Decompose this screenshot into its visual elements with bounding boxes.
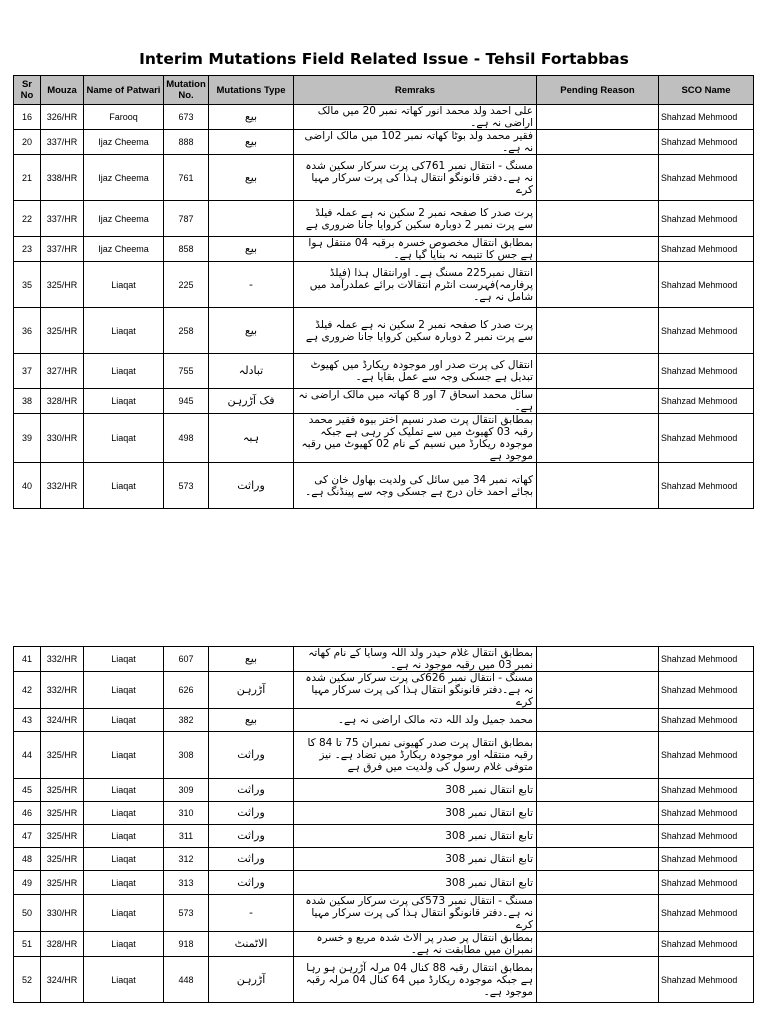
sco-name-cell: Shahzad Mehmood xyxy=(659,354,754,389)
sr-cell: 49 xyxy=(14,871,41,895)
mouza-cell: 325/HR xyxy=(41,308,84,354)
sr-cell: 21 xyxy=(14,155,41,201)
patwari-cell: Liaqat xyxy=(84,389,164,414)
mouza-cell: 325/HR xyxy=(41,848,84,871)
mutations-table-bottom xyxy=(13,646,754,1003)
remarks-cell: پرت صدر کا صفحہ نمبر 2 سکین نہ ہے عملہ فیلڈ سے پرت نمبر 2 دوبارہ سکین کروایا جانا ضروری ہے xyxy=(294,201,537,237)
pending-reason-cell xyxy=(537,130,659,155)
patwari-cell: Ijaz Cheema xyxy=(84,130,164,155)
mouza-cell: 325/HR xyxy=(41,779,84,802)
sr-cell: 20 xyxy=(14,130,41,155)
header-patwari: Name of Patwari xyxy=(84,76,164,105)
remarks-cell: تابع انتقال نمبر 308 xyxy=(294,871,537,895)
sco-name-cell: Shahzad Mehmood xyxy=(659,155,754,201)
mouza-cell: 325/HR xyxy=(41,732,84,779)
pending-reason-cell xyxy=(537,672,659,709)
mutation-no-cell: 258 xyxy=(164,308,209,354)
mouza-cell: 325/HR xyxy=(41,262,84,308)
pending-reason-cell xyxy=(537,802,659,825)
remarks-cell: تابع انتقال نمبر 308 xyxy=(294,848,537,871)
mutation-type-cell: وراثت xyxy=(209,732,294,779)
mutation-no-cell: 787 xyxy=(164,201,209,237)
mutation-type-cell: وراثت xyxy=(209,848,294,871)
mutation-type-cell: وراثت xyxy=(209,871,294,895)
pending-reason-cell xyxy=(537,895,659,932)
patwari-cell: Liaqat xyxy=(84,709,164,732)
sco-name-cell: Shahzad Mehmood xyxy=(659,389,754,414)
remarks-cell: سائل محمد اسحاق 7 اور 8 کھاتہ میں مالک اراضی نہ ہے۔ xyxy=(294,389,537,414)
pending-reason-cell xyxy=(537,463,659,509)
mutation-type-cell: تبادلہ xyxy=(209,354,294,389)
patwari-cell: Ijaz Cheema xyxy=(84,201,164,237)
remarks-cell: مسنگ - انتقال نمبر 761کی پرت سرکار سکین شدہ نہ ہے۔دفتر قانونگو انتقال ہذا کی پرت سرکار مہیا کرے xyxy=(294,155,537,201)
table-row xyxy=(14,957,754,1003)
sco-name-cell: Shahzad Mehmood xyxy=(659,825,754,848)
patwari-cell: Liaqat xyxy=(84,895,164,932)
sco-name-cell: Shahzad Mehmood xyxy=(659,779,754,802)
sr-cell: 52 xyxy=(14,957,41,1003)
patwari-cell: Liaqat xyxy=(84,262,164,308)
pending-reason-cell xyxy=(537,647,659,672)
table-row xyxy=(14,871,754,895)
patwari-cell: Liaqat xyxy=(84,463,164,509)
mutation-no-cell: 573 xyxy=(164,463,209,509)
sco-name-cell: Shahzad Mehmood xyxy=(659,201,754,237)
table-row xyxy=(14,848,754,871)
mutation-no-cell: 311 xyxy=(164,825,209,848)
pending-reason-cell xyxy=(537,389,659,414)
pending-reason-cell xyxy=(537,354,659,389)
mouza-cell: 332/HR xyxy=(41,647,84,672)
sco-name-cell: Shahzad Mehmood xyxy=(659,463,754,509)
sr-cell: 23 xyxy=(14,237,41,262)
patwari-cell: Liaqat xyxy=(84,871,164,895)
sco-name-cell: Shahzad Mehmood xyxy=(659,802,754,825)
mutation-no-cell: 573 xyxy=(164,895,209,932)
pending-reason-cell xyxy=(537,825,659,848)
table-row xyxy=(14,779,754,802)
table-row xyxy=(14,105,754,130)
patwari-cell: Liaqat xyxy=(84,732,164,779)
remarks-cell: مسنگ - انتقال نمبر 573کی پرت سرکار سکین شدہ نہ ہے۔دفتر قانونگو انتقال ہذا کی پرت سرکار مہیا کرے xyxy=(294,895,537,932)
patwari-cell: Liaqat xyxy=(84,647,164,672)
remarks-cell: تابع انتقال نمبر 308 xyxy=(294,779,537,802)
sr-cell: 22 xyxy=(14,201,41,237)
mouza-cell: 326/HR xyxy=(41,105,84,130)
remarks-cell: پرت صدر کا صفحہ نمبر 2 سکین نہ ہے عملہ فیلڈ سے پرت نمبر 2 دوبارہ سکین کروایا جانا ضروری ہے xyxy=(294,308,537,354)
patwari-cell: Farooq xyxy=(84,105,164,130)
header-mutation-no: Mutation No. xyxy=(164,76,209,105)
sco-name-cell: Shahzad Mehmood xyxy=(659,647,754,672)
mouza-cell: 328/HR xyxy=(41,932,84,957)
table-row xyxy=(14,732,754,779)
sco-name-cell: Shahzad Mehmood xyxy=(659,932,754,957)
header-row xyxy=(14,76,754,105)
pending-reason-cell xyxy=(537,237,659,262)
mutation-no-cell: 607 xyxy=(164,647,209,672)
patwari-cell: Liaqat xyxy=(84,308,164,354)
table-row xyxy=(14,709,754,732)
sco-name-cell: Shahzad Mehmood xyxy=(659,848,754,871)
sco-name-cell: Shahzad Mehmood xyxy=(659,262,754,308)
mouza-cell: 324/HR xyxy=(41,709,84,732)
pending-reason-cell xyxy=(537,262,659,308)
sco-name-cell: Shahzad Mehmood xyxy=(659,130,754,155)
header-mouza: Mouza xyxy=(41,76,84,105)
page-title: Interim Mutations Field Related Issue - Tehsil Fortabbas xyxy=(139,50,629,68)
mouza-cell: 337/HR xyxy=(41,201,84,237)
mutation-type-cell: بیع xyxy=(209,647,294,672)
remarks-cell: بمطابق انتقال غلام حیدر ولد اللہ وسایا کے نام کھاتہ نمبر 03 میں رقبہ موجود نہ ہے۔ xyxy=(294,647,537,672)
sco-name-cell: Shahzad Mehmood xyxy=(659,672,754,709)
mouza-cell: 337/HR xyxy=(41,130,84,155)
mutation-no-cell: 945 xyxy=(164,389,209,414)
patwari-cell: Liaqat xyxy=(84,848,164,871)
sr-cell: 36 xyxy=(14,308,41,354)
remarks-cell: فقیر محمد ولد بوٹا کھاتہ نمبر 102 میں مالک اراضی نہ ہے۔ xyxy=(294,130,537,155)
mutation-no-cell: 382 xyxy=(164,709,209,732)
patwari-cell: Ijaz Cheema xyxy=(84,155,164,201)
patwari-cell: Liaqat xyxy=(84,354,164,389)
mouza-cell: 330/HR xyxy=(41,414,84,463)
mutation-type-cell: - xyxy=(209,262,294,308)
mouza-cell: 337/HR xyxy=(41,237,84,262)
mutation-type-cell: بیع xyxy=(209,105,294,130)
mouza-cell: 325/HR xyxy=(41,825,84,848)
sco-name-cell: Shahzad Mehmood xyxy=(659,237,754,262)
mutation-type-cell: بیع xyxy=(209,155,294,201)
header-pending-reason: Pending Reason xyxy=(537,76,659,105)
table-row xyxy=(14,262,754,308)
mutation-no-cell: 858 xyxy=(164,237,209,262)
mutation-no-cell: 761 xyxy=(164,155,209,201)
mutation-no-cell: 225 xyxy=(164,262,209,308)
remarks-cell: تابع انتقال نمبر 308 xyxy=(294,825,537,848)
mutation-type-cell: وراثت xyxy=(209,779,294,802)
pending-reason-cell xyxy=(537,308,659,354)
sco-name-cell: Shahzad Mehmood xyxy=(659,957,754,1003)
pending-reason-cell xyxy=(537,732,659,779)
table-row xyxy=(14,647,754,672)
mouza-cell: 332/HR xyxy=(41,672,84,709)
sr-cell: 50 xyxy=(14,895,41,932)
mutation-no-cell: 498 xyxy=(164,414,209,463)
table-row xyxy=(14,389,754,414)
mutation-no-cell: 673 xyxy=(164,105,209,130)
sr-cell: 44 xyxy=(14,732,41,779)
sr-cell: 48 xyxy=(14,848,41,871)
sr-cell: 46 xyxy=(14,802,41,825)
table-row xyxy=(14,895,754,932)
table-row xyxy=(14,130,754,155)
sco-name-cell: Shahzad Mehmood xyxy=(659,414,754,463)
pending-reason-cell xyxy=(537,932,659,957)
remarks-cell: انتقال نمبر225 مسنگ ہے۔ اورانتقال ہذا (فیلڈ پرفارمہ)فہرست انٹرم انتقالات برائے عملدرآمد میں شامل نہ ہے۔ xyxy=(294,262,537,308)
remarks-cell: علی احمد ولد محمد انور کھاتہ نمبر 20 میں مالک اراضی نہ ہے۔ xyxy=(294,105,537,130)
remarks-cell: بمطابق انتقال پر صدر پر الاٹ شدہ مربع و خسرہ نمبران میں مطابقت نہ ہے۔ xyxy=(294,932,537,957)
table-row xyxy=(14,802,754,825)
sr-cell: 35 xyxy=(14,262,41,308)
remarks-cell: بمطابق انتقال پرت صدر کھیونی نمبران 75 تا 84 کا رقبہ منتقلہ اور موجودہ ریکارڈ میں تضاد ہے۔ نیز متوفی غلام رسول کی ولدیت میں فرق ہے xyxy=(294,732,537,779)
mouza-cell: 330/HR xyxy=(41,895,84,932)
patwari-cell: Liaqat xyxy=(84,779,164,802)
table-row xyxy=(14,237,754,262)
table-row xyxy=(14,155,754,201)
remarks-cell: کھاتہ نمبر 34 میں سائل کی ولدیت بھاول خان کی بجائے احمد خان درج ہے جسکی وجہ سے پینڈنگ ہے۔ xyxy=(294,463,537,509)
sr-cell: 38 xyxy=(14,389,41,414)
patwari-cell: Liaqat xyxy=(84,414,164,463)
table-row xyxy=(14,414,754,463)
mutation-no-cell: 308 xyxy=(164,732,209,779)
header-mutation-type: Mutations Type xyxy=(209,76,294,105)
mouza-cell: 324/HR xyxy=(41,957,84,1003)
sr-cell: 47 xyxy=(14,825,41,848)
patwari-cell: Liaqat xyxy=(84,802,164,825)
mutation-no-cell: 313 xyxy=(164,871,209,895)
sco-name-cell: Shahzad Mehmood xyxy=(659,732,754,779)
header-remarks: Remraks xyxy=(294,76,537,105)
mouza-cell: 328/HR xyxy=(41,389,84,414)
table-row xyxy=(14,201,754,237)
table-row xyxy=(14,672,754,709)
mutation-type-cell: بیع xyxy=(209,308,294,354)
sco-name-cell: Shahzad Mehmood xyxy=(659,895,754,932)
pending-reason-cell xyxy=(537,105,659,130)
sr-cell: 43 xyxy=(14,709,41,732)
mouza-cell: 338/HR xyxy=(41,155,84,201)
patwari-cell: Liaqat xyxy=(84,672,164,709)
patwari-cell: Liaqat xyxy=(84,957,164,1003)
header-sr-no: Sr No xyxy=(14,76,41,105)
mutations-table-top xyxy=(13,75,754,509)
sr-cell: 51 xyxy=(14,932,41,957)
sr-cell: 37 xyxy=(14,354,41,389)
sco-name-cell: Shahzad Mehmood xyxy=(659,709,754,732)
table-row xyxy=(14,825,754,848)
mutation-type-cell: بیع xyxy=(209,237,294,262)
mutation-no-cell: 312 xyxy=(164,848,209,871)
patwari-cell: Liaqat xyxy=(84,932,164,957)
remarks-cell: بمطابق انتقال رقبہ 88 کنال 04 مرلہ آڑرہن ہو رہا ہے جبکہ موجودہ ریکارڈ میں 64 کنال 04 مرلہ رقبہ موجود ہے۔ xyxy=(294,957,537,1003)
pending-reason-cell xyxy=(537,957,659,1003)
mutation-type-cell: آڑرہن xyxy=(209,957,294,1003)
mutation-no-cell: 626 xyxy=(164,672,209,709)
mutation-type-cell xyxy=(209,201,294,237)
mouza-cell: 325/HR xyxy=(41,871,84,895)
remarks-cell: بمطابق انتقال مخصوص خسرہ برقبہ 04 منتقل ہوا ہے جس کا تتیمہ نہ بنایا گیا ہے۔ xyxy=(294,237,537,262)
remarks-cell: انتقال کی پرت صدر اور موجودہ ریکارڈ میں کھیوٹ تبدیل ہے جسکی وجہ سے عمل بقایا ہے۔ xyxy=(294,354,537,389)
remarks-cell: تابع انتقال نمبر 308 xyxy=(294,802,537,825)
sco-name-cell: Shahzad Mehmood xyxy=(659,308,754,354)
sr-cell: 45 xyxy=(14,779,41,802)
patwari-cell: Liaqat xyxy=(84,825,164,848)
mutation-type-cell: آڑرہن xyxy=(209,672,294,709)
mutation-type-cell: وراثت xyxy=(209,825,294,848)
mutation-type-cell: فک آڑرہن xyxy=(209,389,294,414)
sr-cell: 16 xyxy=(14,105,41,130)
sr-cell: 42 xyxy=(14,672,41,709)
mouza-cell: 325/HR xyxy=(41,802,84,825)
sco-name-cell: Shahzad Mehmood xyxy=(659,105,754,130)
mutation-no-cell: 310 xyxy=(164,802,209,825)
mutation-type-cell: - xyxy=(209,895,294,932)
pending-reason-cell xyxy=(537,201,659,237)
table-row xyxy=(14,463,754,509)
sr-cell: 41 xyxy=(14,647,41,672)
mutation-type-cell: الاٹمنٹ xyxy=(209,932,294,957)
sco-name-cell: Shahzad Mehmood xyxy=(659,871,754,895)
pending-reason-cell xyxy=(537,709,659,732)
mutation-no-cell: 888 xyxy=(164,130,209,155)
table-row xyxy=(14,308,754,354)
mutation-type-cell: بیع xyxy=(209,130,294,155)
mutation-type-cell: وراثت xyxy=(209,802,294,825)
table-row xyxy=(14,354,754,389)
header-sco-name: SCO Name xyxy=(659,76,754,105)
sr-cell: 40 xyxy=(14,463,41,509)
mutation-no-cell: 755 xyxy=(164,354,209,389)
mouza-cell: 327/HR xyxy=(41,354,84,389)
pending-reason-cell xyxy=(537,414,659,463)
mutation-type-cell: وراثت xyxy=(209,463,294,509)
table-row xyxy=(14,932,754,957)
mutation-no-cell: 918 xyxy=(164,932,209,957)
pending-reason-cell xyxy=(537,871,659,895)
pending-reason-cell xyxy=(537,848,659,871)
patwari-cell: Ijaz Cheema xyxy=(84,237,164,262)
sr-cell: 39 xyxy=(14,414,41,463)
mutation-no-cell: 448 xyxy=(164,957,209,1003)
mutation-type-cell: ہبہ xyxy=(209,414,294,463)
remarks-cell: مسنگ - انتقال نمبر 626کی پرت سرکار سکین شدہ نہ ہے۔دفتر قانونگو انتقال ہذا کی پرت سرکار مہیا کرے xyxy=(294,672,537,709)
mouza-cell: 332/HR xyxy=(41,463,84,509)
mutation-type-cell: بیع xyxy=(209,709,294,732)
mutation-no-cell: 309 xyxy=(164,779,209,802)
remarks-cell: محمد جمیل ولد اللہ دتہ مالک اراضی نہ ہے۔ xyxy=(294,709,537,732)
pending-reason-cell xyxy=(537,155,659,201)
remarks-cell: بمطابق انتقال پرت صدر نسیم اختر بیوہ فقیر محمد رقبہ 03 کھیوٹ میں سے تملیک کر رہی ہے جبکہ موجودہ ریکارڈ میں نسیم کے نام 02 کھیوٹ میں رقبہ موجود ہے xyxy=(294,414,537,463)
pending-reason-cell xyxy=(537,779,659,802)
